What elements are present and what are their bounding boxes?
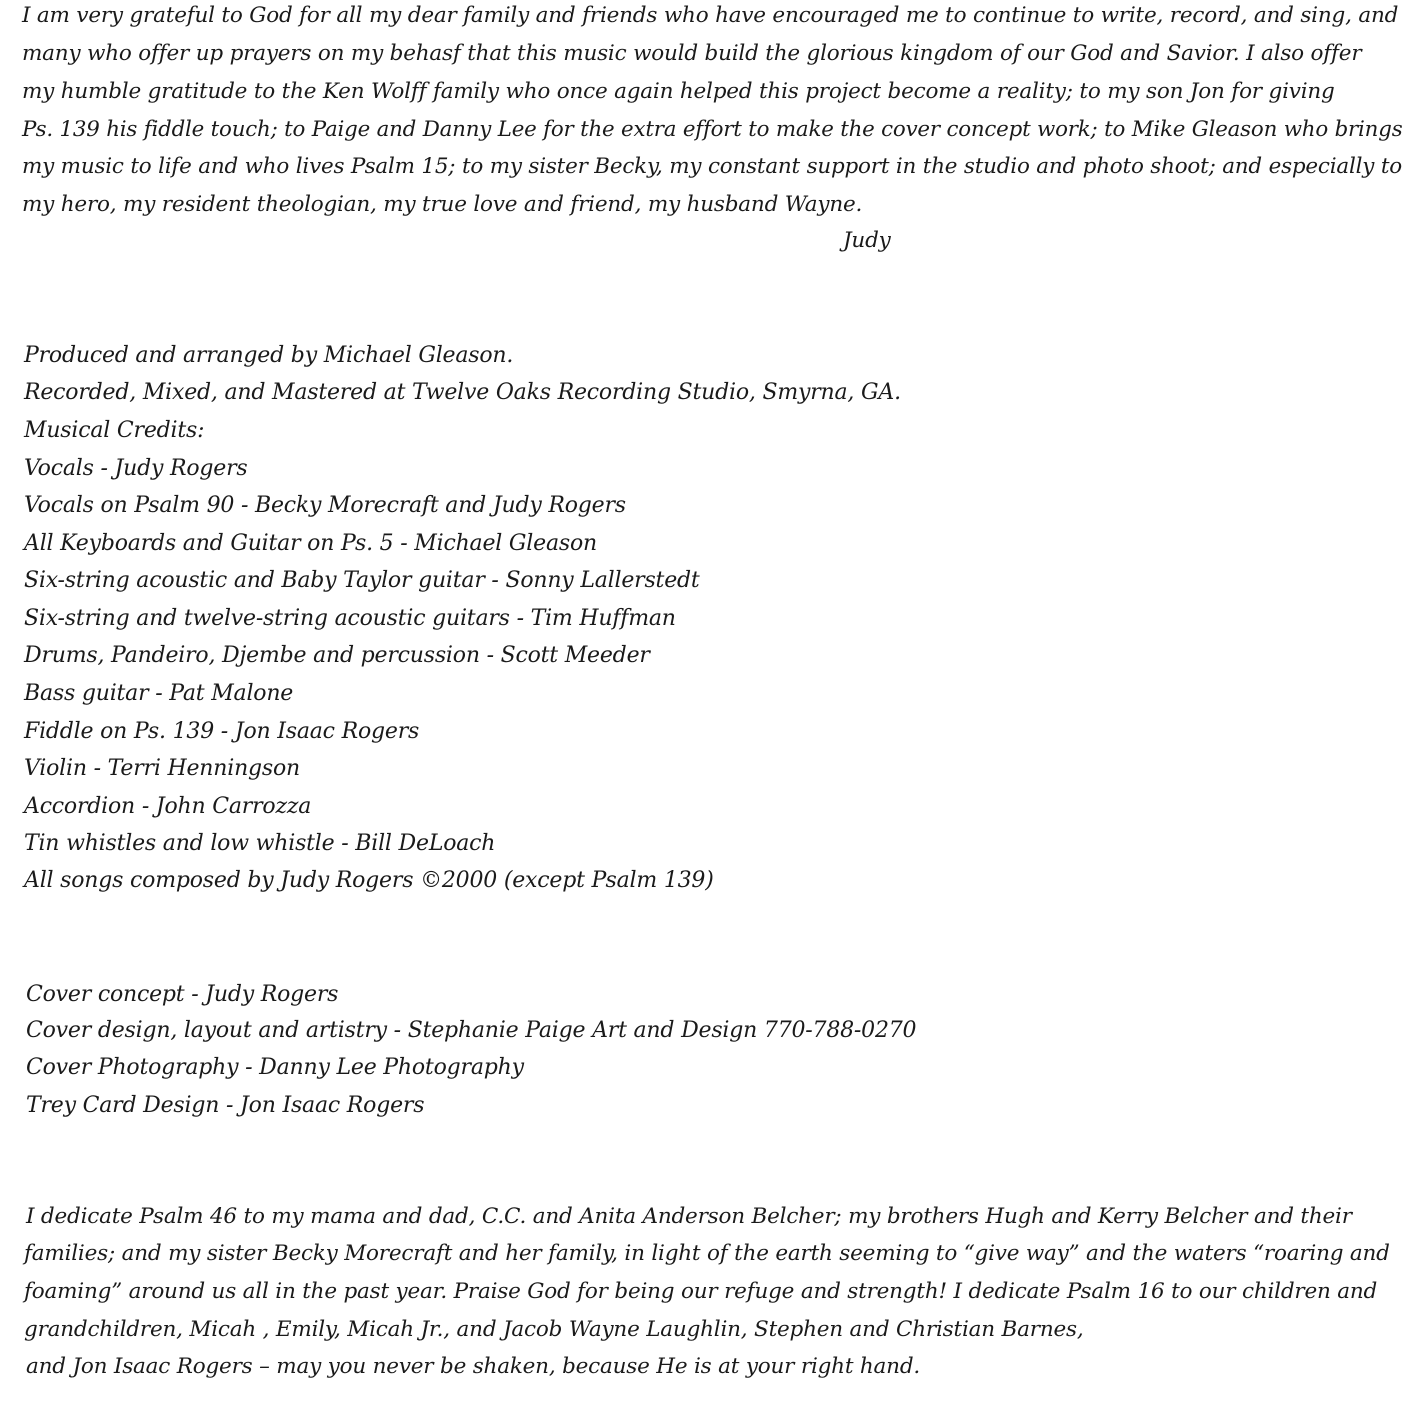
credit-line: All Keyboards and Guitar on Ps. 5 - Michael Gleason [24, 531, 597, 556]
credit-line: Vocals on Psalm 90 - Becky Morecraft and Judy Rogers [24, 493, 626, 518]
acknowledgements-line: my music to life and who lives Psalm 15; to my sister Becky, my constant support in the studio and photo shoot; and especially to [22, 154, 1402, 179]
dedication-line: and Jon Isaac Rogers – may you never be shaken, because He is at your right hand. [26, 1354, 921, 1379]
credit-line: Recorded, Mixed, and Mastered at Twelve Oaks Recording Studio, Smyrna, GA. [24, 380, 901, 405]
dedication-line: I dedicate Psalm 46 to my mama and dad, C.C. and Anita Anderson Belcher; my brothers Hugh and Kerry Belcher and their [26, 1204, 1352, 1229]
design-credit-line: Cover concept - Judy Rogers [26, 982, 339, 1007]
signature: Judy [843, 228, 891, 253]
acknowledgements-line: I am very grateful to God for all my dear family and friends who have encouraged me to continue to write, record, and sing, and [22, 3, 1399, 28]
dedication-line: foaming” around us all in the past year. Praise God for being our refuge and strength! I dedicate Psalm 16 to our children and [24, 1279, 1378, 1304]
acknowledgements-line: my humble gratitude to the Ken Wolff family who once again helped this project become a reality; to my son Jon for giving [22, 79, 1335, 104]
credit-line: Bass guitar - Pat Malone [24, 681, 294, 706]
credit-line: Violin - Terri Henningson [24, 756, 301, 781]
credit-line: All songs composed by Judy Rogers ©2000 (except Psalm 139) [24, 868, 714, 893]
acknowledgements-line: my hero, my resident theologian, my true love and friend, my husband Wayne. [22, 192, 863, 217]
credit-line: Six-string and twelve-string acoustic guitars - Tim Huffman [24, 606, 676, 631]
credit-line: Vocals - Judy Rogers [24, 456, 248, 481]
credit-line: Tin whistles and low whistle - Bill DeLoach [24, 831, 496, 856]
dedication-line: grandchildren, Micah , Emily, Micah Jr., and Jacob Wayne Laughlin, Stephen and Christian Barnes, [24, 1317, 1084, 1342]
design-credit-line: Trey Card Design - Jon Isaac Rogers [26, 1093, 425, 1118]
credit-line: Drums, Pandeiro, Djembe and percussion - Scott Meeder [24, 643, 650, 668]
dedication-line: families; and my sister Becky Morecraft and her family, in light of the earth seeming to “give way” and the waters “roaring and [24, 1241, 1390, 1266]
acknowledgements-line: Ps. 139 his fiddle touch; to Paige and Danny Lee for the extra effort to make the cover concept work; to Mike Gleason who brings [22, 117, 1403, 142]
acknowledgements-line: many who offer up prayers on my behasf that this music would build the glorious kingdom of our God and Savior. I also offer [22, 41, 1362, 66]
credit-line: Accordion - John Carrozza [24, 794, 312, 819]
credit-line: Produced and arranged by Michael Gleason. [24, 343, 514, 368]
credit-line: Six-string acoustic and Baby Taylor guitar - Sonny Lallerstedt [24, 568, 700, 593]
design-credit-line: Cover Photography - Danny Lee Photography [26, 1055, 524, 1080]
credit-line: Fiddle on Ps. 139 - Jon Isaac Rogers [24, 719, 420, 744]
credit-heading: Musical Credits: [24, 418, 205, 443]
design-credit-line: Cover design, layout and artistry - Stephanie Paige Art and Design 770-788-0270 [26, 1018, 917, 1043]
